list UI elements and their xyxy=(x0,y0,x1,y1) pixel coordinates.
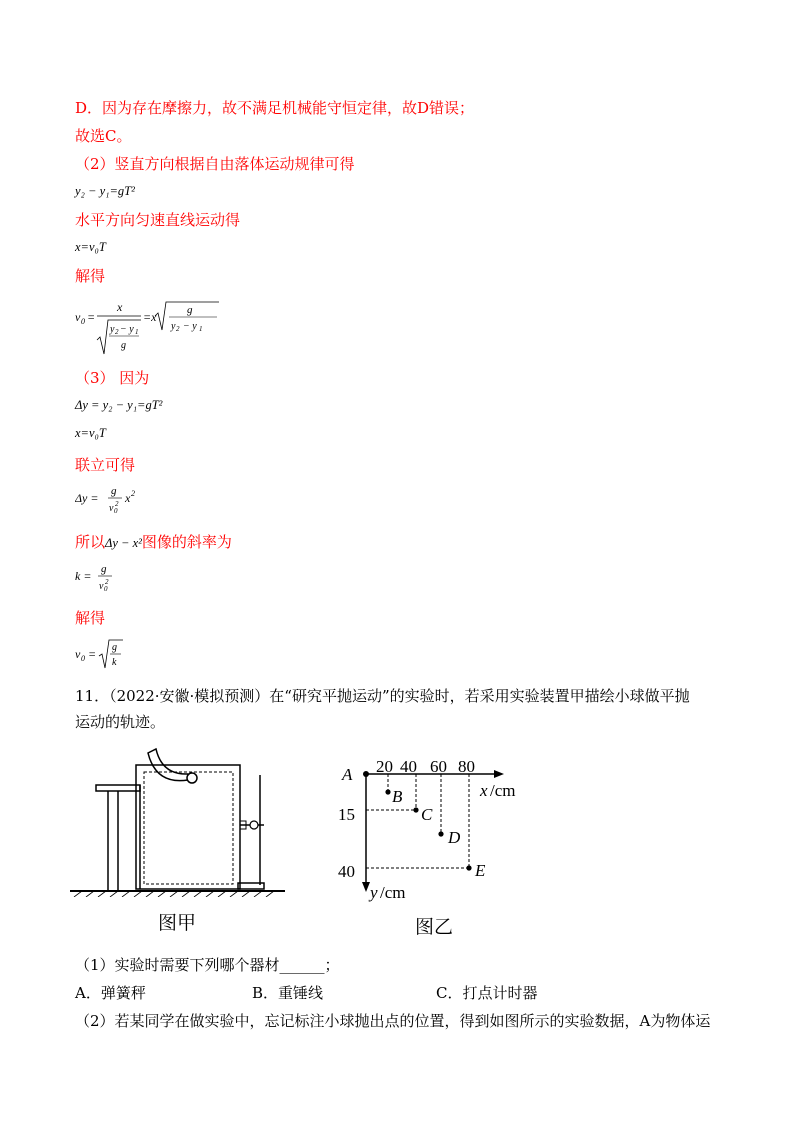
point-label-c: C xyxy=(421,805,433,824)
option-a: A．弹簧秤 xyxy=(75,984,146,1002)
svg-text:1: 1 xyxy=(199,325,203,333)
svg-text:y: y xyxy=(171,321,176,332)
x-tick-80: 80 xyxy=(458,757,475,776)
option-b: B．重锤线 xyxy=(252,984,324,1002)
y-tick-40: 40 xyxy=(338,862,355,881)
equation-text: y₂ − y₁=gT² xyxy=(75,184,135,198)
y-tick-15: 15 xyxy=(338,805,355,824)
svg-text:1: 1 xyxy=(135,328,139,336)
equation-x xyxy=(75,426,106,441)
svg-text:=x: =x xyxy=(143,310,157,324)
svg-text:0: 0 xyxy=(114,507,118,515)
combine-label: 联立可得 xyxy=(75,456,136,474)
svg-text:k =: k = xyxy=(75,569,92,583)
point-e xyxy=(466,865,471,870)
point-d xyxy=(438,831,443,836)
v0-final-graphic xyxy=(75,636,145,672)
slope-suffix: 图像的斜率为 xyxy=(141,533,232,551)
solve-label-1: 解得 xyxy=(75,267,106,285)
svg-text:v: v xyxy=(75,647,81,661)
svg-text:− y: − y xyxy=(120,324,134,335)
svg-text:g: g xyxy=(111,485,117,497)
answer-choice: 故选C。 xyxy=(75,127,132,145)
part3-intro: （3） 因为 xyxy=(75,369,150,387)
x-axis-label: x xyxy=(480,781,488,800)
point-label-e: E xyxy=(475,861,486,880)
option-c: C．打点计时器 xyxy=(436,984,538,1002)
svg-text:=: = xyxy=(88,647,97,661)
slope-prefix: 所以 xyxy=(75,533,106,551)
x-tick-60: 60 xyxy=(430,757,447,776)
svg-text:v: v xyxy=(109,503,114,514)
x-tick-40: 40 xyxy=(400,757,417,776)
point-label-a: A xyxy=(342,765,353,784)
svg-text:2: 2 xyxy=(105,578,109,586)
equation-horizontal xyxy=(75,240,106,255)
svg-text:2: 2 xyxy=(115,328,119,336)
x-tick-20: 20 xyxy=(376,757,393,776)
option-d-explanation: D．因为存在摩擦力，故不满足机械能守恒定律，故D错误； xyxy=(75,99,475,117)
svg-text:v: v xyxy=(99,581,104,592)
svg-text:2: 2 xyxy=(131,489,135,498)
k-formula-graphic xyxy=(75,560,135,596)
svg-text:0: 0 xyxy=(81,317,85,326)
svg-text:− y: − y xyxy=(183,321,197,332)
svg-text:g: g xyxy=(101,563,107,575)
point-c xyxy=(413,807,418,812)
slope-math: Δy − x² xyxy=(105,536,142,550)
svg-text:x: x xyxy=(117,300,123,314)
svg-text:0: 0 xyxy=(81,654,85,663)
trajectory-data-figure xyxy=(330,752,540,904)
svg-text:0: 0 xyxy=(104,585,108,593)
svg-text:v: v xyxy=(75,310,81,324)
equation-text: Δy = y₂ − y₁=gT² xyxy=(75,398,163,412)
figure-yi-caption: 图乙 xyxy=(415,916,454,938)
svg-text:g: g xyxy=(112,642,117,653)
svg-text:x: x xyxy=(125,491,131,505)
figure-jia-caption: 图甲 xyxy=(158,912,197,934)
svg-text:k: k xyxy=(112,657,117,668)
equation-k xyxy=(75,560,135,600)
part2-intro: （2）竖直方向根据自由落体运动规律可得 xyxy=(75,155,355,173)
point-a xyxy=(363,771,369,777)
point-b xyxy=(385,789,390,794)
equation-v0-final xyxy=(75,636,145,676)
equation-text: x=v₀T xyxy=(75,426,106,440)
point-label-d: D xyxy=(448,828,461,847)
x-axis-unit: /cm xyxy=(490,781,516,800)
equation-text: x=v₀T xyxy=(75,240,106,254)
point-label-b: B xyxy=(392,787,403,806)
svg-text:g: g xyxy=(121,340,126,351)
sub-question-1: （1）实验时需要下列哪个器材______； xyxy=(75,956,340,974)
sub-question-2: （2）若某同学在做实验中，忘记标注小球抛出点的位置，得到如图所示的实验数据，A为物体运 xyxy=(75,1012,711,1030)
svg-text:=: = xyxy=(87,310,96,324)
v0-formula-graphic xyxy=(75,296,225,358)
question-stem-line1: 11．（2022·安徽·模拟预测）在“研究平抛运动”的实验时，若采用实验装置甲描绘小球做平抛 xyxy=(75,687,690,705)
horizontal-intro: 水平方向匀速直线运动得 xyxy=(75,211,241,229)
svg-text:2: 2 xyxy=(176,325,180,333)
slope-sentence xyxy=(75,532,232,553)
apparatus-figure xyxy=(70,745,285,897)
equation-v0 xyxy=(75,296,225,362)
y-axis-label: y xyxy=(370,883,378,902)
equation-vertical xyxy=(75,184,135,199)
svg-text:y: y xyxy=(110,324,115,335)
svg-text:2: 2 xyxy=(115,500,119,508)
svg-text:Δy =: Δy = xyxy=(75,491,99,505)
solve-label-2: 解得 xyxy=(75,609,106,627)
y-axis-unit: /cm xyxy=(380,883,406,902)
question-stem-line2: 运动的轨迹。 xyxy=(75,713,166,731)
equation-delta-y-x2 xyxy=(75,482,155,522)
svg-text:g: g xyxy=(187,304,193,316)
delta-y-formula-graphic xyxy=(75,482,155,518)
equation-delta-y xyxy=(75,398,162,413)
